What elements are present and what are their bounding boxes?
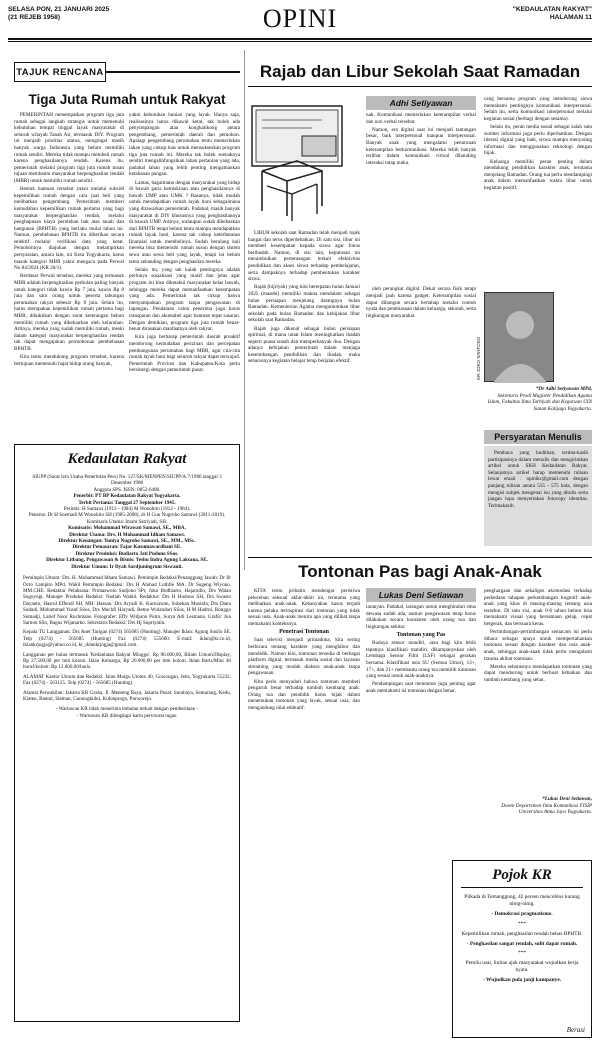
illustration-chairs: [242, 86, 362, 226]
tontonan-subhead: Tontonan yang Pas: [396, 631, 446, 638]
section-title: OPINI: [262, 4, 338, 33]
author-note-name: *Lukas Deni Setiawan,: [542, 796, 592, 802]
pojok-item: Pemilu usai, Sultan ajak masyarakat wujudkan kerja nyata.: [465, 960, 579, 974]
imprint-line: Langganan per bulan termasuk 'Kedaulatan Rakyat Minggu', Rp 96.000,00, Bilam Umum/Display, Rp 27.500,00 per mm kolom. Iklan Keluarga, Rp 20.000,00 per mm kolom. Iklan Baris/Mini 40 huruf/kolom: Rp 12.000,00/baris.: [23, 651, 231, 671]
tajuk-paragraph: Lantas, bagaimana dengan masyarakat yang hidup di bawah garis kemiskinan atau penghasilannya di bawah UMP atau UMK ? Rasanya, tidak mudah untuk mendapatkan rumah layak huni sebagaimana yang ditawarkan pemerintah. Padahal, masih banyak masyarakat di DIY khususnya yang penghasilannya di bawah UMP. Artinya, walaupun sudah dibebaskan dari BPHTB tetapi belum tentu mampu mendapatkan rumah layak huni, karena tak cukup keterbatasan finansial untuk membelinya. Sudah berulang kali mereka bisa memenuhi rumah susun dengan sistem sewa atau sewa beli yang layak, tetapi ini belum tentu sebanding dengan penghasilan mereka.: [129, 179, 240, 265]
pojok-kr-box: [452, 860, 592, 1038]
imprint-line: Terbit Pertama: Tanggal 27 September 1945.: [78, 499, 176, 506]
tontonan-paragraph: Pertimbangan-pertimbangan semacam ini perlu dibaca sebagai upaya untuk mempertahankan tontonan sesuai dengan karakter dan usia anak-anak, sehingga anak-anak tidak perlu mengalami trauma akibat tontonan.: [484, 629, 592, 662]
rajab-paragraph: oleh perangkat digital. Dekat secara fisik tetapi menjadi jauh karena gadget. Keterampilan sosial dapat dibangun secara bertahap melalui contoh nyata dan pembiasaan dalam keluarga, sekolah, serta lingkungan masyarakat.: [366, 286, 476, 319]
tajuk-column-1: [14, 112, 124, 438]
imprint-line: Penerus: Dr H Soemadi M Wonohito SH (1985-2008), dr H Gun Nugroho Samawi (2011-2019). Komisaris Utama: Imam Satriyadi, SH.: [28, 512, 226, 525]
tontonan-paragraph: Kita perlu menyadari bahwa tontonan memberi pengaruh besar terhadap tumbuh kembang anak. Orang tua dan pendidik harus bijak dalam menentukan tontonan yang layak, sesuai usia, dan mengandung nilai edukatif.: [248, 678, 360, 711]
pojok-title: Pojok KR: [492, 867, 552, 883]
pojok-item: - Demokrasi pragmatisme.: [491, 910, 553, 917]
tontonan-subhead: Penetrasi Tontonan: [279, 629, 329, 636]
tajuk-column-2: [129, 112, 240, 438]
rajab-column-1: [248, 230, 360, 552]
imprint-line: SIUPP (Surat Izin Usaha Penerbitan Pers) No. 127/SK/MENPEN/SIUPP/A.7/1986 tanggal 3 Desember 1986: [32, 474, 222, 487]
photo-credit: KR-JOKO SANTOSO: [476, 336, 481, 380]
tajuk-paragraph: Selain itu, yang tak kalah pentingnya adalah perlunya sosialisasi yang masif dan jelas agar program ini bisa diketahui masyarakat kelas bawah, sehingga mereka dapat memanfaatkan kesempatan yang ada. Pemerintah tak cukup hanya menyampaikan program tanpa pengawasan di lapangan. Pendataan calon penerima juga harus transparan dan akuntabel agar bantuan tepat sasaran. Dengan demikian, program tiga juta rumah benar-benar dirasakan manfaatnya oleh rakyat.: [129, 266, 240, 333]
paper-name: "KEDAULATAN RAKYAT": [512, 6, 592, 13]
pojok-item: - Wujudkan pula janji kampanye.: [482, 977, 562, 984]
tajuk-paragraph: Kita juga berharap pemerintah daerah proaktif mendorong kemudahan perizinan dan percepatan pembangunan perumahan bagi MBR, agar cita-cita rumah layak huni bagi seluruh rakyat dapat terwujud. Pemerintah Provinsi dan Kabupaten/Kota perlu bersinergi dengan pemerintah pusat.: [129, 334, 240, 374]
author-note-text: Sekretaris Prodi Magister Pendidikan Agama Islam, Fakultas Ilmu Tarbiyah dan Keguruan UIN Sunan Kalijaga Yogyakarta.: [487, 392, 592, 412]
imprint-line: Direktur Pemasaran: Fajar Kusumawardhani SE.: [72, 544, 182, 551]
tajuk-paragraph: Kita tentu mendukung program tersebut, karena bertujuan memenuhi hajat hidup orang banyak,: [14, 354, 124, 367]
imprint-line: Direktur Umum: Ir Dyah Sardjuningrum Siswanti.: [71, 563, 183, 570]
rajab-paragraph: Keluarga memiliki peran penting dalam mendukung pendidikan karakter anak, terutama menjelang Ramadan. Orang tua perlu mendampingi anak dalam memanfaatkan waktu libur untuk kegiatan positif.: [484, 158, 592, 191]
tontonan-column-3: [484, 588, 592, 788]
tontonan-paragraph: Saat televisi menjadi primadona, kita sering berbicara tentang karakter yang menghibur dan mendidik. Namun kini, tontonan tersedia di berbagai platform digital, termasuk media sosial dan layanan streaming yang mudah diakses anak-anak tanpa pengawasan.: [248, 637, 360, 677]
imprint-line: Direktur Utama: Drs. H Mohammad Idham Samawi.: [69, 531, 185, 538]
pojok-signature: Berasi: [566, 1026, 585, 1034]
rajab-author-note: [484, 386, 592, 412]
tontonan-headline: Tontonan Pas bagi Anak-Anak: [298, 562, 542, 581]
persyaratan-box: [484, 446, 592, 546]
pojok-separator: ***: [517, 920, 527, 927]
imprint-line: Direktur Litbang, Pengawasan & Bisnis: Yeshu Indra Agung Laksana, SE.: [46, 557, 208, 564]
date-text: SELASA PON, 21 JANUARI 2025: [8, 6, 110, 13]
rajab-paragraph: nak. Komunikasi memerlukan keterampilan verbal dan non verbal tersebut.: [366, 112, 476, 125]
tontonan-column-1: [248, 588, 360, 1034]
tajuk-paragraph: Berdasar Perwal tersebut, mereka yang termasuk MBR adalah berpenghasilan perbulan paling banyak untuk kategori tidak kawin Rp 7 juta, kawin Rp 8 juta dan satu orang untuk peserta tabungan perumahan rakyat sebesar Rp 8 juta. Selain itu, harus merupakan kepemilikan rumah pertama bagi MBR, dibuktikan dengan surat keterangan belum memiliki rumah yang dikeluarkan oleh kelurahan. Artinya, mereka yang sudah memiliki rumah, meski dalam kategori masyarakat berpenghasilan rendah tak dapat mengajukan permohonan pembebasan BPHTB.: [14, 273, 124, 352]
kr-imprint-text: [15, 468, 239, 1023]
rajab-paragraph: Namun, era digital saat ini menjadi tantangan besar, baik interpersonal maupun interpersonal. Banyak anak yang mengalami penurunan keterampilan berkomunikasi. Mereka lebih banyak terlibat dalam komunikasi virtual dibanding interaksi tatap muka.: [366, 126, 476, 166]
imprint-line: Perintis: H Samawi (1913 - 1984) M Wonohito (1912 - 1984).: [63, 506, 191, 513]
hijri-date-text: (21 REJEB 1958): [8, 14, 61, 21]
tontonan-author-note: [484, 796, 592, 816]
tontonan-paragraph: Pendampingan saat menonton juga penting agar anak memahami isi tontonan dengan benar.: [366, 681, 476, 694]
tontonan-paragraph: KITA tentu prihatin mendengar peristiwa pelecehan seksual akhir-akhir ini, terutama yang melibatkan anak-anak. Kebanyakan kasus terjadi karena pelaku terinspirasi dari tontonan yang tidak sesuai usia. Anak-anak meniru apa yang dilihat tanpa memahami konteksnya.: [248, 588, 360, 627]
masthead-paper-block: [513, 6, 592, 22]
persyaratan-title: Persyaratan Menulis: [484, 430, 592, 444]
kr-imprint-box: [14, 444, 240, 1022]
tajuk-paragraph: PEMERINTAH menempatkan program tiga juta rumah sebagai langkah strategis untuk memenuhi kebutuhan tempat tinggal layak masyarakat di seluruh wilayah Tanah Air, termasuk DIY. Program ini menjadi prioritas utama, mengingat masih banyak warga Indonesia yang belum memiliki rumah sendiri. Mereka tidak mampu membeli rumah karena penghasilannya rendah. Karena itu, pemerintah melalui program tiga juta rumah tunan tujuan membantu masyarakat berpenghasilan rendah (MBR) untuk memiliki rumah sendiri.: [14, 112, 124, 184]
masthead-rule: [8, 38, 592, 40]
pojok-separator: ***: [517, 950, 527, 957]
tontonan-paragraph: penghargaan dan sekaligus akomodasi terhadap perbedaan tahapan perkembangan kognitif anak-anak yang khas di masing-masing rentang usia tersebut. Di satu sisi, anak 0-6 tahun belum bisa memahami visual yang bersamaan gelap, cepat bergerak, dan bersuara keras.: [484, 588, 592, 627]
pojok-items: [453, 894, 591, 984]
tontonan-paragraph: Budaya sensor mandiri, atau bagi kita lebih tepatnya klasifikasi mandiri, dikampanyekan oleh Lembaga Sensor Film (LSF) sebagai gerakan bersama. Klasifikasi usia SU (Semua Umur), 13+, 17+, dan 21+ membantu orang tua memilih tontonan yang sesuai untuk anak-anaknya.: [366, 640, 476, 680]
author-avatar-icon: [485, 293, 555, 383]
imprint-line: Alamat Perwakilan: Jakarta KR Graha, Jl. Menteng Raya, Jakarta Pusat. Surabaya, Semarang, Kedu, Klaten, Bantul, Sleman, Gunungkidul, Kulonprogo, Purworejo.: [23, 689, 231, 702]
tajuk-paragraph: yakni kebutuhan hunian yang layak. Hanya saja, realisasinya harus dikawal ketat, tak boleh ada penyimpangan atau kongkalikong antara pengembang, pemerintah daerah dan pemohon. Apalagi pengembang perumahan tentu memerlukan lahan yang cukup luas untuk mensukseskan program tiga juta rumah ini. Mereka tak boleh seenaknya sendiri mengalihfungsikan lahan pertanian yang ada, padahal lahan yang lebih penting mengamankan ketahanan pangan.: [129, 112, 240, 178]
kr-logo: Kedaulatan Rakyat: [67, 451, 187, 467]
tajuk-headline: Tiga Juta Rumah untuk Rakyat: [28, 92, 226, 107]
imprint-line: Direktur Keuangan: Yuniya Nugroho Samawi, SE., MM., MSc.: [58, 538, 196, 545]
pojok-header: [461, 867, 583, 888]
imprint-line: - Wartawan KR dilengkapi kartu pers/surat tugas.: [76, 712, 178, 719]
rajab-paragraph: Rajab juga dikenal sebagai bulan persiapan spiritual, di mana umat Islam meningkatkan ibadah seperti puasa sunah dan memperbanyak doa. Dengan adanya kebijakan pemerintah dalam menjaga keseimbangan pendidikan dan ibadah, maka seharusnya kegiatan belajar tetap berjalan efektif.: [248, 325, 360, 365]
tajuk-label: TAJUK RENCANA: [14, 62, 106, 82]
page-number: HALAMAN 11: [549, 14, 592, 21]
rajab-column-3: [484, 96, 592, 286]
persyaratan-text: Pembaca yang budiman, terima-kasih partisipasinya dalam menulis dan mengirimkan artikel untuk SKH Kedaulatan Rakyat. Selanjutnya artikel harap memenuhi tulisan lewat email : opinikr@gmail.com dengan panjang tulisan antara 535 - 575 kata, dengan mengisi subjek mengenai isu yang ditulis serta jangan lupa menyertakan fotocopy identitas. Terimakasih.: [488, 450, 588, 509]
pojok-item: Pilkada di Temanggung, 42 persen mencoblos kurang nimg-nimg.: [464, 894, 580, 907]
illustration-svg: [242, 86, 362, 226]
imprint-line: Kepala TU Langganan: Drs Anet Tarigan (0274) 565685 (Hunting). Manajer Iklan: Agung Susilo SE. Telp (0274) - 565685 (Hunting) Fax (0274) 555660. E-mail: iklan@kr.co.id, iklankrjogja@yahoo.co.id, kr_iklankrjogja@gmail.com.: [23, 629, 231, 649]
imprint-line: Pemimpin Umum: Drs. H. Mohammad Idham Samawi. Pemimpin Redaksi/Penanggung Jawab: Dr Ilr Octo Lampito MPd. Wakil Pemimpin Redaksi: Drs H Ahmad Luthfie MA. Dr Sugeng Wiyono, MM.CHE. Redaktur Pelaksana: Primaswolo Sudjono SPt, Joko Budhiarto, Hajarudin, Drs Walan Sugoyogi. Manajer Produksi Redaksi: Nadiah Wahid. Redaktur: Drs H Hudono SH, Drs Swasto Dayanto, Hasrul Effendi SH, MH. Hassan. Drs Aryadi K. Kurniawan, Subekan Mustafa, Drs Danu Sudadi, Mohammad Yusuf SSos, Drs Muchfi Haryadi, Retno Wulandari SSos, H M Hadrni, Ronggo Sumadji, Latief Noor Rochmans. Fotografer: Effy Widjono Putro, Surya Adi Lesmana. Grafis: Jon Sarnon SSn, Bagus Wijanarko. Sekretaris Redaksi: Drs Hj Supriyatin.: [23, 575, 231, 626]
author-note-name: *Dr Adhi Setiyawan MPd,: [535, 386, 592, 392]
rajab-column-2: [366, 112, 476, 552]
pojok-item: - Penghasilan sangat rendah, sulit dapat rumah.: [466, 940, 578, 947]
masthead-rule-thin: [8, 41, 592, 42]
rajab-headline: Rajab dan Libur Sekolah Saat Ramadan: [259, 62, 581, 81]
section-rule: [248, 557, 592, 558]
rajab-paragraph: Selain itu, peran media sosial sebagai salah satu sumber informasi juga perlu diperhatikan. Dengan literasi digital yang baik, siswa mampu menyaring informasi dan menggunakan teknologi dengan bijak.: [484, 123, 592, 157]
imprint-line: Anggota SPS. ISSN: 0852-6486.: [93, 486, 161, 493]
rajab-author-bar: Adhi Setiyawan: [366, 96, 476, 110]
tajuk-paragraph: Bentuk bantuan tersebut yakni melalui subsidi kepemilikan rumah dengan cara jual beli yang melibatkan pengembang. Pemerintah memberi kemudahan kepemilikan rumah perlama yang bagi masyarakat berpenghasilan rendah, melalui penghapusan biaya perolehan hak atas tanah dan bangunan (BPHTB) yang berlaku mulai tahun ini. Namun, pembebasan BPHTB itu diberikan secara selektif melalui verifikasi data yang ketat. Pemohonnya diajukan dengan melampirkan persyaratan, antara lain, ini Kota Yogyakarta, harus masuk kategori MBR yakni mengacu pada Perwal No 84/2024 (KR 20/1).: [14, 186, 124, 272]
author-note-text: Dosen Departemen Ilmu Komunikasi FISIP Universitas Atma Jaya Yogyakarta.: [501, 802, 592, 816]
rajab-paragraph: LIBUR sekolah saat Ramadan telah menjadi topik hangat dan terus diperdebatkan. Di satu sisi, libur ini memberi kesempatan kepada siswa agar fokus beribadah. Namun, di sisi lain, keputusan ini menimbulkan pertentangan terkait efektivitas pendidikan dan akses siswa terhadap pembelajaran, serta dampaknya terhadap pembentukan karakter siswa.: [248, 230, 360, 283]
imprint-line: Penerbit: PT BP Kedaulatan Rakyat Yogyakarta.: [73, 493, 181, 500]
imprint-line: - Wartawan KR tidak menerima imbalan terkait dengan pemberitaan -: [55, 706, 199, 713]
imprint-line: ALAMAT Kantor Umum dan Redaksi: Jalan Margo Utomo 40, Gowongan, Jetis, Yogyakarta 55232. Fax (0274) - 563125. Telp (0274) - 565685 (Hunting).: [23, 673, 231, 687]
rajab-paragraph: Rajab (hijriyah) yang kini bertepatan bulan Januari 2025 (masehi) memiliki makna mendalam sebagai bulan persiapan menjelang datangnya bulan Ramadan. Kementerian Agama mengumumkan libur sekolah pada bulan Ramadan dan kebijakan libur sekolah saat Ramadan.: [248, 284, 360, 324]
tontonan-author-bar: Lukas Deni Setiawan: [366, 588, 476, 602]
tontonan-paragraph: laranyan. Padahal, larangan untuk menghindari situs dewasa sudah ada, namun pengawasan tetap harus dilakukan secara konsisten oleh orang tua dan lingkungan sekitar.: [366, 604, 476, 630]
pojok-item: Kepemilikan rumah, penghasilan rendah bebas BPHTB.: [461, 930, 583, 937]
author-photo: [484, 292, 554, 382]
rajab-paragraph: cang bersama program yang mendorong siswa memahami pentingnya komunikasi interpersonal. Selain itu, serta komunikasi interpersonal melalui kegiatan sosial (berbagi dengan sesama).: [484, 96, 592, 122]
imprint-line: Direktur Produksi: Budiarto Jati Pudono SSos.: [75, 550, 179, 557]
tontonan-paragraph: Mereka seharusnya mendapatkan tontonan yang dapat mendorong untuk berbuat kebaikan dan tumbuh kembang yang sehat.: [484, 663, 592, 683]
imprint-line: Komisaris: Mohammad Wirawan Samawi, SE., MBA.: [68, 525, 186, 532]
